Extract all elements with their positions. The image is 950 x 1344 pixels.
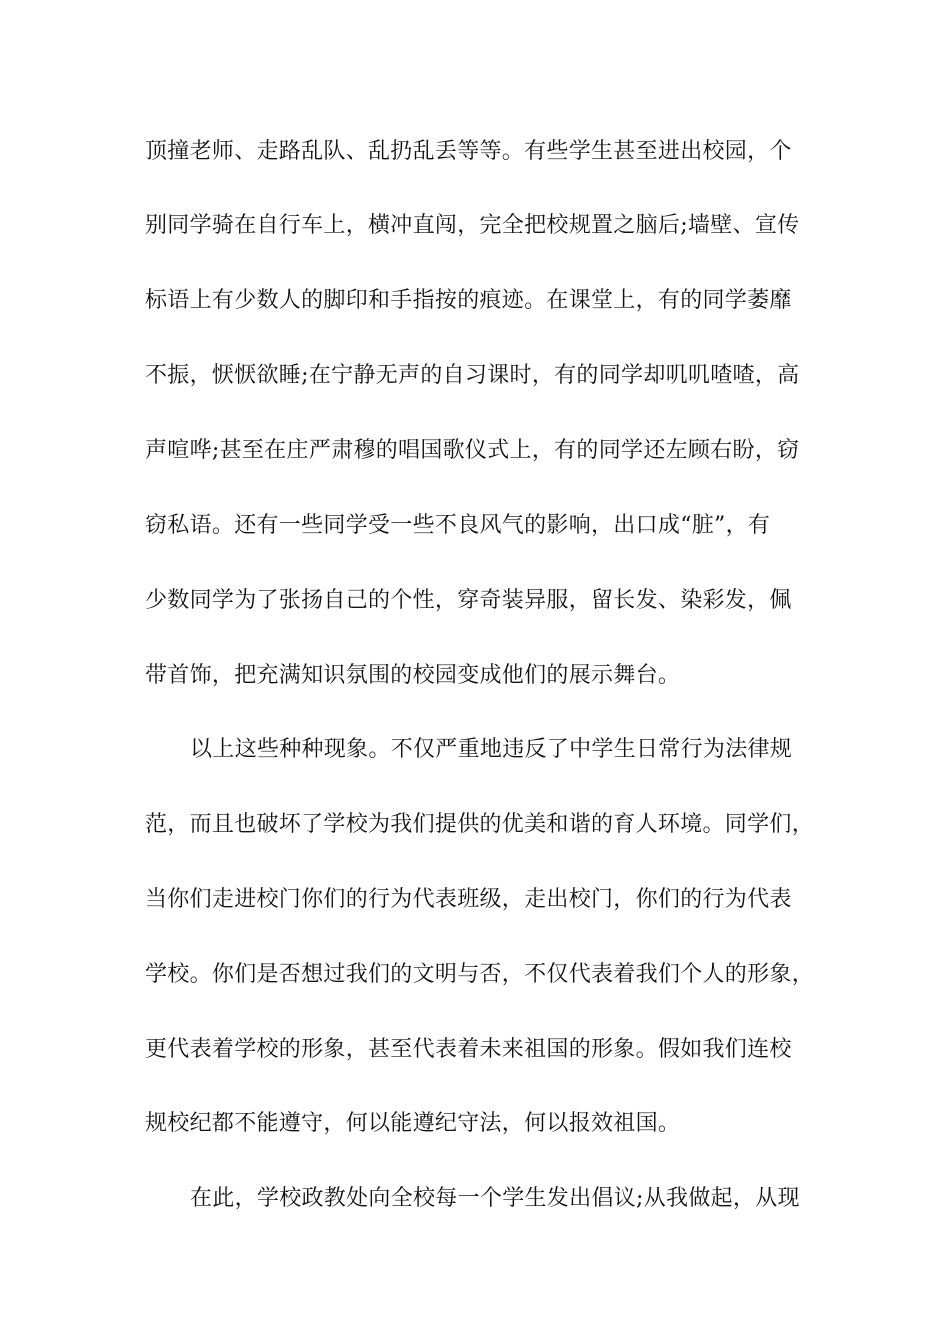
paragraph-first-line: 以上这些种种现象。不仅严重地违反了中学生日常行为法律规 — [190, 737, 793, 762]
text-line: 当你们走进校门你们的行为代表班级，走出校门，你们的行为代表 — [145, 887, 792, 912]
text-line: 标语上有少数人的脚印和手指按的痕迹。在课堂上，有的同学萎靡 — [145, 288, 792, 313]
text-line: 带首饰，把充满知识氛围的校园变成他们的展示舞台。 — [145, 663, 681, 688]
text-line: 声喧哗;甚至在庄严肃穆的唱国歌仪式上，有的同学还左顾右盼，窃 — [145, 438, 800, 463]
text-line: 顶撞老师、走路乱队、乱扔乱丢等等。有些学生甚至进出校园，个 — [145, 139, 792, 164]
text-line: 规校纪都不能遵守，何以能遵纪守法，何以报效祖国。 — [145, 1111, 681, 1136]
text-line: 不振，恹恹欲睡;在宁静无声的自习课时，有的同学却叽叽喳喳，高 — [145, 363, 800, 388]
text-line: 窃私语。还有一些同学受一些不良风气的影响，出口成“脏”，有 — [145, 513, 771, 538]
text-line: 更代表着学校的形象，甚至代表着未来祖国的形象。假如我们连校 — [145, 1037, 792, 1062]
text-line: 范，而且也破坏了学校为我们提供的优美和谐的育人环境。同学们， — [145, 812, 815, 837]
text-line: 学校。你们是否想过我们的文明与否，不仅代表着我们个人的形象， — [145, 962, 815, 987]
text-line: 别同学骑在自行车上，横冲直闯，完全把校规置之脑后;墙壁、宣传 — [145, 213, 800, 238]
paragraph-first-line: 在此，学校政教处向全校每一个学生发出倡议;从我做起，从现 — [190, 1186, 800, 1211]
text-line: 少数同学为了张扬自己的个性，穿奇装异服，留长发、染彩发，佩 — [145, 588, 792, 613]
